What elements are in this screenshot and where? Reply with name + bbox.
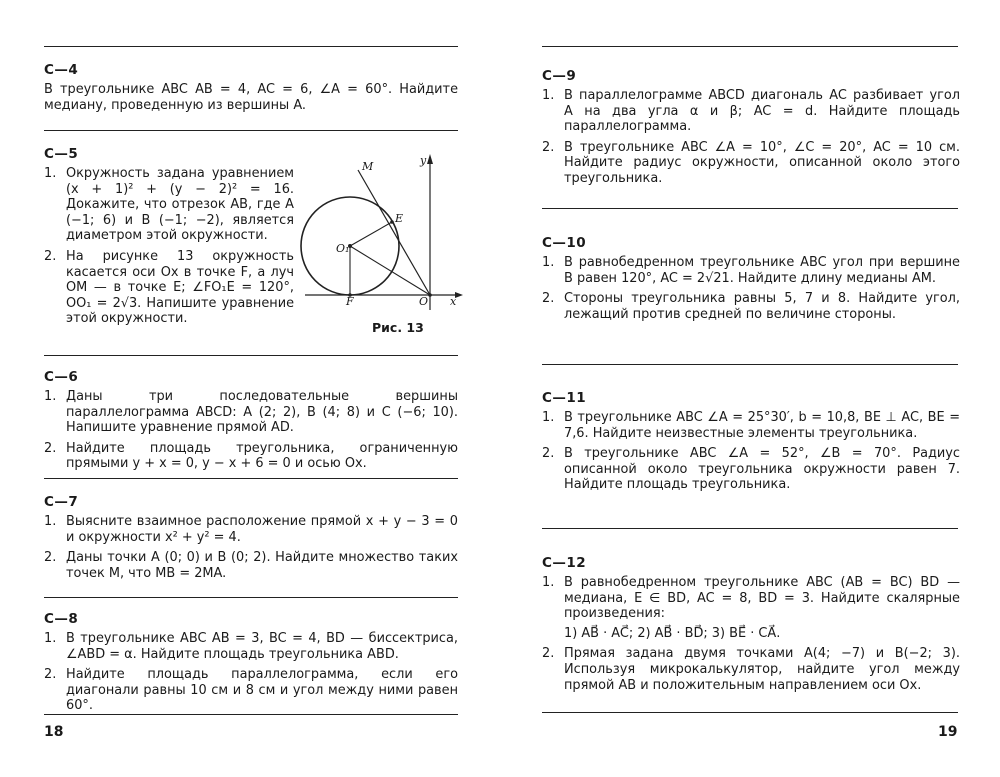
- problem-text: Даны точки A (0; 0) и B (0; 2). Найдите множество таких точек M, что MB = 2MA.: [66, 550, 458, 581]
- section-c11: [542, 390, 960, 498]
- divider: [44, 130, 458, 131]
- problem-text: Стороны треугольника равны 5, 7 и 8. Найдите угол, лежащий против средней по величине стороны.: [564, 291, 960, 322]
- section-c5: [44, 146, 294, 332]
- problem-text: В треугольнике ABC ∠A = 25°30′, b = 10,8, BE ⊥ AC, BE = 7,6. Найдите неизвестные элементы треугольника.: [564, 410, 960, 441]
- problem: [44, 249, 294, 327]
- label-o1: O₁: [336, 242, 350, 255]
- problem-number: 2.: [542, 139, 555, 155]
- problem-text: В треугольнике ABC AB = 3, BC = 4, BD — биссектриса, ∠ABD = α. Найдите площадь треугольника ABD.: [66, 631, 458, 662]
- problem: [44, 667, 458, 714]
- problem: [542, 291, 960, 322]
- problem-number: 1.: [542, 575, 555, 590]
- label-e: E: [395, 212, 404, 225]
- divider: [542, 46, 958, 47]
- divider: [44, 46, 458, 47]
- figure-13: [300, 150, 465, 345]
- problem-text: В треугольнике ABC ∠A = 52°, ∠B = 70°. Радиус описанной около треугольника окружности равен 7. Найдите площадь треугольника.: [564, 446, 960, 493]
- section-c9: [542, 68, 960, 192]
- problem-number: 2.: [542, 446, 555, 462]
- section-title: С—6: [44, 369, 79, 385]
- problem-text: В равнобедренном треугольнике ABC угол при вершине B равен 120°, AC = 2√21. Найдите длину медианы AM.: [564, 255, 960, 286]
- problem-text: Выясните взаимное расположение прямой x + y − 3 = 0 и окружности x² + y² = 4.: [66, 514, 458, 545]
- problem-number: 2.: [542, 646, 555, 662]
- problem: [542, 446, 960, 493]
- problem-text: В треугольнике ABC AB = 4, AC = 6, ∠A = 60°. Найдите медиану, проведенную из вершины A.: [44, 82, 458, 113]
- divider: [44, 478, 458, 479]
- section-c12: [542, 555, 960, 698]
- problem-text: На рисунке 13 окружность касается оси Ox в точке F, а луч OM — в точке E; ∠FO₁E = 120°, OO₁ = 2√3. Напишите уравнение этой окружности.: [66, 248, 294, 327]
- section-title: С—9: [542, 68, 577, 84]
- label-x: x: [450, 295, 457, 308]
- problem-number: 1.: [542, 410, 555, 425]
- y-axis-arrow: [427, 154, 433, 164]
- problem-number: 2.: [44, 550, 57, 566]
- section-title: С—11: [542, 390, 587, 406]
- problem-number: 1.: [542, 255, 555, 270]
- section-title: С—10: [542, 235, 587, 251]
- point-o: [428, 293, 432, 297]
- problem-text: В треугольнике ABC ∠A = 10°, ∠C = 20°, AC = 10 см. Найдите радиус окружности, описанной около этого треугольника.: [564, 139, 960, 186]
- problem: [44, 631, 458, 662]
- problem: [542, 140, 960, 187]
- problem-number: 1.: [542, 88, 555, 103]
- ray-om: [358, 170, 430, 295]
- problem-text: В параллелограмме ABCD диагональ AC разбивает угол A на два угла α и β; AC = d. Найдите площадь параллелограмма.: [564, 88, 960, 135]
- problem: [44, 166, 294, 244]
- problem-number: 2.: [542, 291, 555, 307]
- problem-text: Даны три последовательные вершины параллелограмма ABCD: A (2; 2), B (4; 8) и C (−6; 10). Напишите уравнение прямой AD.: [66, 389, 458, 436]
- problem: [542, 575, 960, 641]
- problem-text: Прямая задана двумя точками A(4; −7) и B(−2; 3). Используя микрокалькулятор, найдите угол между прямой AB и положительным направлением оси Ox.: [564, 646, 960, 693]
- radius-o1e: [350, 222, 392, 246]
- figure-caption: Рис. 13: [372, 320, 424, 335]
- problem-text: В равнобедренном треугольнике ABC (AB = BC) BD — медиана, E ∈ BD, AC = 8, BD = 3. Найдите скалярные произведения:: [564, 575, 960, 622]
- problem-number: 2.: [44, 440, 57, 456]
- problem: [542, 255, 960, 286]
- section-c7: [44, 494, 458, 586]
- divider: [44, 597, 458, 598]
- page-number: 18: [44, 724, 64, 740]
- problem: [44, 550, 458, 581]
- problem: [542, 410, 960, 441]
- problem-number: 1.: [44, 631, 57, 646]
- problem-number: 1.: [44, 166, 57, 181]
- problem: [44, 514, 458, 545]
- problem-text: Найдите площадь параллелограмма, если его диагонали равны 10 см и 8 см и угол между ними равен 60°.: [66, 667, 458, 714]
- section-title: С—4: [44, 62, 79, 78]
- problem-text: Найдите площадь треугольника, ограниченную прямыми y + x = 0, y − x + 6 = 0 и осью Ox.: [66, 440, 458, 472]
- problem-number: 2.: [44, 667, 57, 683]
- problem-number: 2.: [44, 248, 57, 264]
- divider: [44, 714, 458, 715]
- section-c6: [44, 369, 458, 477]
- section-c8: [44, 611, 458, 719]
- section-title: С—5: [44, 146, 79, 162]
- section-c4: [44, 62, 458, 118]
- problem: [542, 88, 960, 135]
- section-c10: [542, 235, 960, 327]
- divider: [44, 355, 458, 356]
- divider: [542, 364, 958, 365]
- section-title: С—12: [542, 555, 587, 571]
- divider: [542, 208, 958, 209]
- divider: [542, 712, 958, 713]
- figure-diagram: [300, 150, 465, 315]
- label-f: F: [346, 295, 354, 308]
- label-m: M: [362, 160, 374, 173]
- point-e: [390, 220, 394, 224]
- segment-oo1: [350, 246, 430, 295]
- problem-text: Окружность задана уравнением (x + 1)² + (y − 2)² = 16. Докажите, что отрезок AB, где A (−1; 6) и B (−1; −2), является диаметром этой окружности.: [66, 166, 294, 244]
- label-y: y: [420, 154, 427, 167]
- label-o: O: [419, 295, 429, 308]
- page-number: 19: [938, 724, 958, 740]
- section-title: С—8: [44, 611, 79, 627]
- problem-body: [564, 575, 960, 641]
- problem: [44, 389, 458, 436]
- problem: [542, 646, 960, 693]
- problem-number: 1.: [44, 514, 57, 529]
- problem: [44, 441, 458, 472]
- section-title: С—7: [44, 494, 79, 510]
- divider: [542, 528, 958, 529]
- problem-subitems: 1) AB⃗ · AC⃗; 2) AB⃗ · BD⃗; 3) BE⃗ · CA⃗.: [564, 625, 781, 641]
- problem-number: 1.: [44, 389, 57, 404]
- right-page: [500, 0, 1000, 777]
